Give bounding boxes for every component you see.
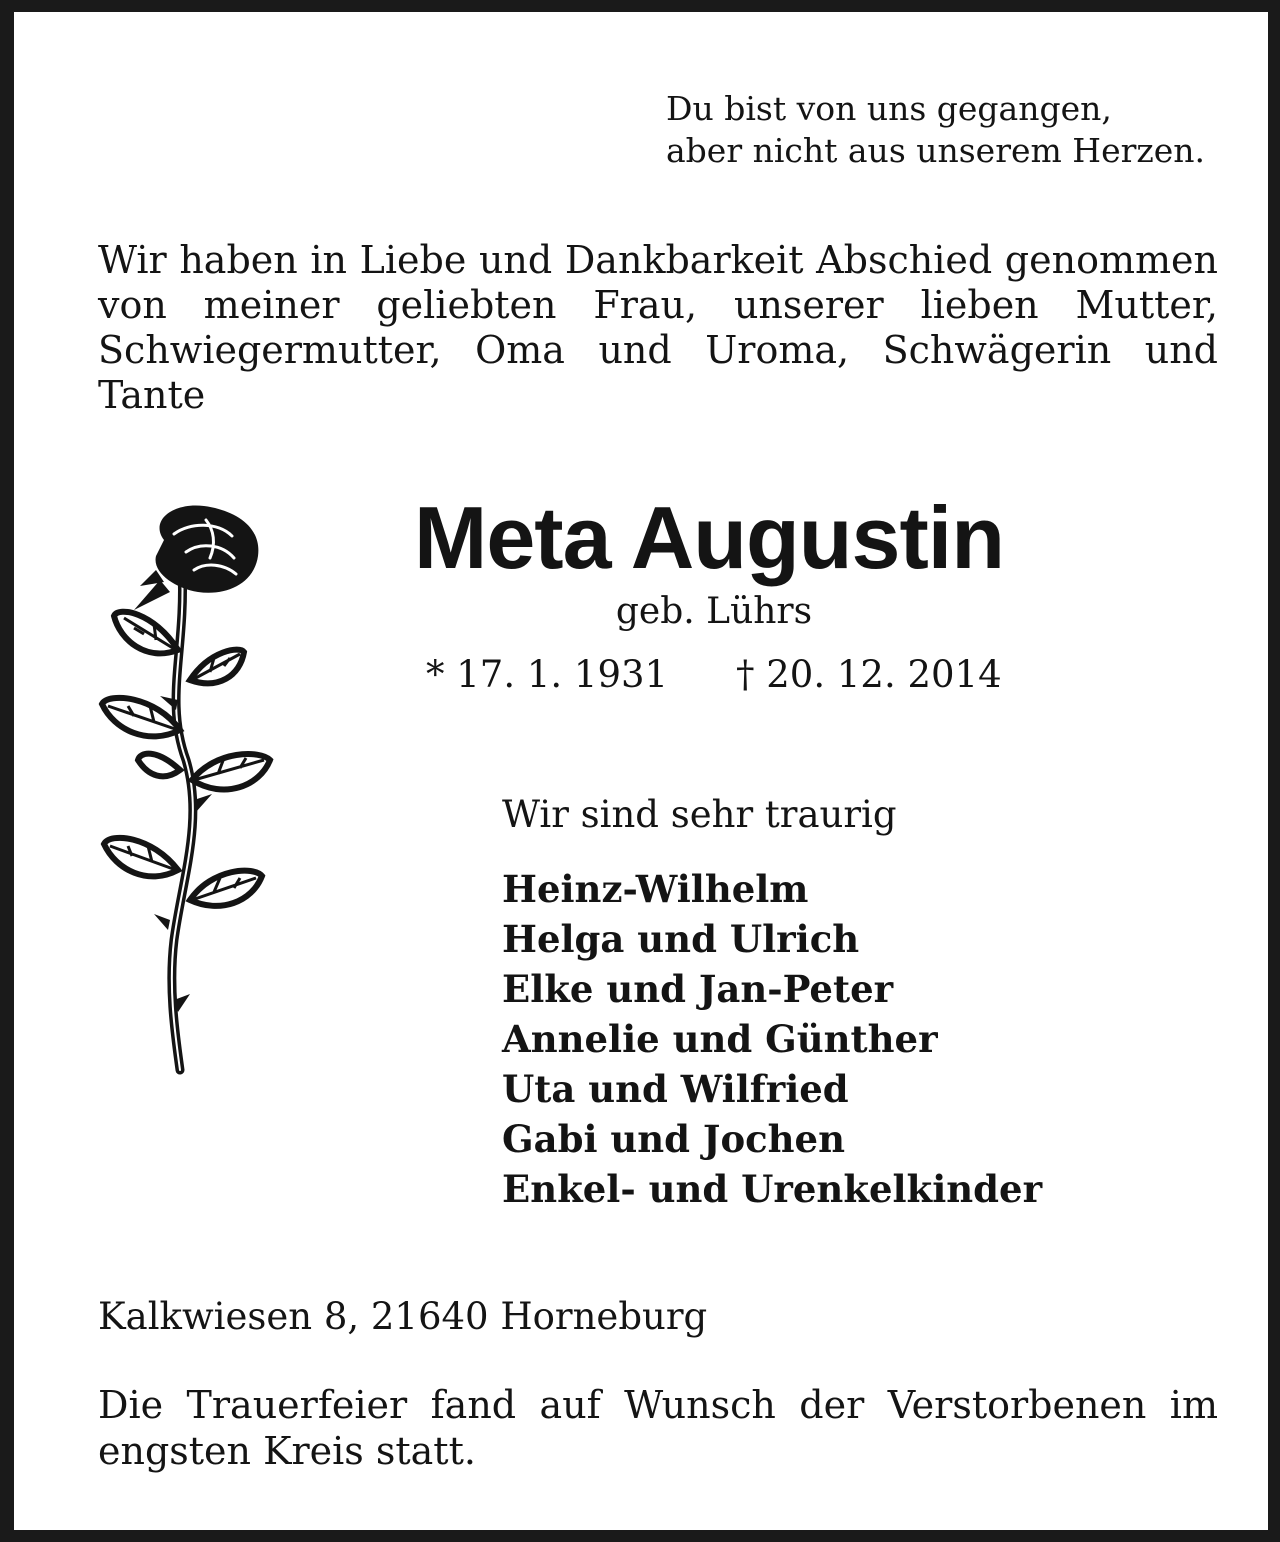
mourner-item: Gabi und Jochen xyxy=(502,1117,845,1161)
closing-phrase: Wir sind sehr traurig xyxy=(502,793,897,836)
mourner-item: Elke und Jan-Peter xyxy=(502,967,894,1011)
address: Kalkwiesen 8, 21640 Horneburg xyxy=(98,1295,708,1338)
mourner-item: Heinz-Wilhelm xyxy=(502,867,809,911)
intro-text: Wir haben in Liebe und Dankbarkeit Abschied genommen von meiner geliebten Frau, unserer lieben Mutter, Schwiegermutter, Oma und Uroma, Schwägerin und Tante xyxy=(98,238,1218,417)
motto-line-2: aber nicht aus unserem Herzen. xyxy=(666,131,1206,170)
motto-quote xyxy=(666,88,1246,172)
mourner-item: Annelie und Günther xyxy=(502,1017,938,1061)
mourner-item: Enkel- und Urenkelkinder xyxy=(502,1167,1043,1211)
rose-icon xyxy=(94,500,284,1080)
motto-line-1: Du bist von uns gegangen, xyxy=(666,89,1112,128)
death-date: † 20. 12. 2014 xyxy=(736,653,1002,696)
deceased-name: Meta Augustin xyxy=(414,488,1004,587)
birth-date: * 17. 1. 1931 xyxy=(426,653,669,696)
birth-name: geb. Lührs xyxy=(615,591,813,632)
mourner-item: Helga und Ulrich xyxy=(502,917,860,961)
mourners-list xyxy=(502,864,1042,1214)
mourner-item: Uta und Wilfried xyxy=(502,1067,849,1111)
ceremony-notice: Die Trauerfeier fand auf Wunsch der Verstorbenen im engsten Kreis statt. xyxy=(98,1383,1218,1473)
